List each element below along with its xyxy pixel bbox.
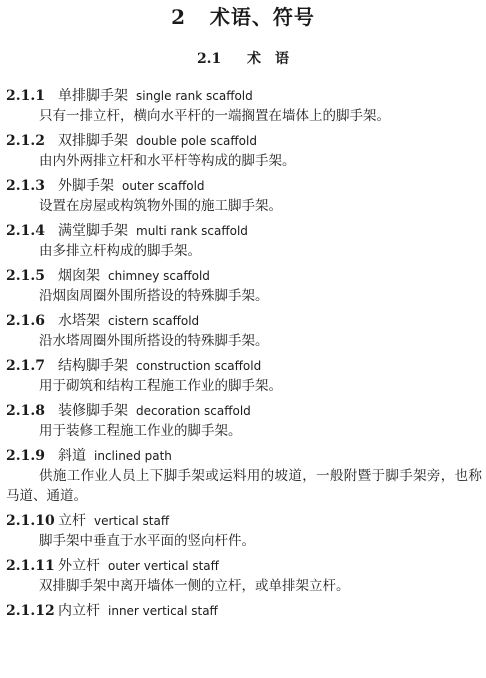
chapter-number: 2 — [171, 5, 187, 29]
term-entry — [6, 401, 482, 441]
term-heading — [6, 266, 482, 286]
term-definition: 由多排立杆构成的脚手架。 — [39, 243, 201, 259]
term-english: outer vertical staff — [108, 559, 219, 573]
term-number: 2.1.7 — [6, 358, 45, 374]
term-chinese: 斜道 — [58, 448, 86, 464]
term-chinese: 外脚手架 — [58, 178, 114, 194]
term-entry — [6, 356, 482, 396]
term-entry — [6, 221, 482, 261]
term-entry — [6, 86, 482, 126]
term-definition: 脚手架中垂直于水平面的竖向杆件。 — [39, 533, 255, 549]
term-definition: 供施工作业人员上下脚手架或运料用的坡道，一般附暨于脚手架旁，也称马道、通道。 — [6, 468, 482, 504]
term-chinese: 满堂脚手架 — [58, 223, 128, 239]
term-english: inner vertical staff — [108, 604, 218, 618]
section-number: 2.1 — [196, 51, 222, 67]
term-definition: 由内外两排立杆和水平杆等构成的脚手架。 — [39, 153, 296, 169]
term-heading — [6, 176, 482, 196]
section-title-text: 术 语 — [247, 51, 290, 67]
term-number: 2.1.12 — [6, 603, 55, 619]
term-entry — [6, 266, 482, 306]
term-list — [6, 86, 482, 621]
term-heading — [6, 446, 482, 466]
term-number: 2.1.1 — [6, 88, 45, 104]
term-entry — [6, 556, 482, 596]
term-number: 2.1.3 — [6, 178, 45, 194]
term-english: cistern scaffold — [108, 314, 200, 328]
term-definition: 双排脚手架中离开墙体一侧的立杆，或单排架立杆。 — [39, 578, 350, 594]
term-chinese: 外立杆 — [58, 558, 100, 574]
term-number: 2.1.4 — [6, 223, 45, 239]
term-number: 2.1.9 — [6, 448, 45, 464]
term-entry — [6, 601, 482, 621]
term-heading — [6, 556, 482, 576]
term-chinese: 烟囱架 — [58, 268, 100, 284]
term-number: 2.1.8 — [6, 403, 45, 419]
section-title — [0, 50, 486, 68]
term-chinese: 双排脚手架 — [58, 133, 128, 149]
term-heading — [6, 511, 482, 531]
term-heading — [6, 131, 482, 151]
term-chinese: 装修脚手架 — [58, 403, 128, 419]
term-definition: 只有一排立杆，横向水平杆的一端搁置在墙体上的脚手架。 — [39, 108, 390, 124]
term-heading — [6, 221, 482, 241]
term-number: 2.1.6 — [6, 313, 45, 329]
chapter-title-text: 术语、符号 — [209, 5, 315, 29]
term-entry — [6, 446, 482, 506]
term-entry — [6, 311, 482, 351]
term-english: decoration scaffold — [136, 404, 251, 418]
term-chinese: 单排脚手架 — [58, 88, 128, 104]
term-english: outer scaffold — [122, 179, 205, 193]
term-chinese: 水塔架 — [58, 313, 100, 329]
term-definition: 用于砌筑和结构工程施工作业的脚手架。 — [39, 378, 282, 394]
term-heading — [6, 86, 482, 106]
term-english: construction scaffold — [136, 359, 262, 373]
term-definition: 沿水塔周圈外围所搭设的特殊脚手架。 — [39, 333, 269, 349]
term-definition: 用于装修工程施工作业的脚手架。 — [39, 423, 242, 439]
term-heading — [6, 356, 482, 376]
term-english: multi rank scaffold — [136, 224, 248, 238]
term-number: 2.1.11 — [6, 558, 55, 574]
term-entry — [6, 511, 482, 551]
term-number: 2.1.5 — [6, 268, 45, 284]
term-entry — [6, 131, 482, 171]
term-number: 2.1.2 — [6, 133, 45, 149]
term-english: single rank scaffold — [136, 89, 253, 103]
term-heading — [6, 401, 482, 421]
term-number: 2.1.10 — [6, 513, 55, 529]
term-heading — [6, 601, 482, 621]
term-chinese: 内立杆 — [58, 603, 100, 619]
term-english: vertical staff — [94, 514, 170, 528]
term-definition: 沿烟囱周圈外围所搭设的特殊脚手架。 — [39, 288, 269, 304]
term-heading — [6, 311, 482, 331]
term-english: chimney scaffold — [108, 269, 210, 283]
chapter-title — [0, 4, 486, 30]
term-chinese: 立杆 — [58, 513, 86, 529]
term-definition: 设置在房屋或构筑物外围的施工脚手架。 — [39, 198, 282, 214]
term-entry — [6, 176, 482, 216]
term-english: double pole scaffold — [136, 134, 257, 148]
term-english: inclined path — [94, 449, 172, 463]
term-chinese: 结构脚手架 — [58, 358, 128, 374]
